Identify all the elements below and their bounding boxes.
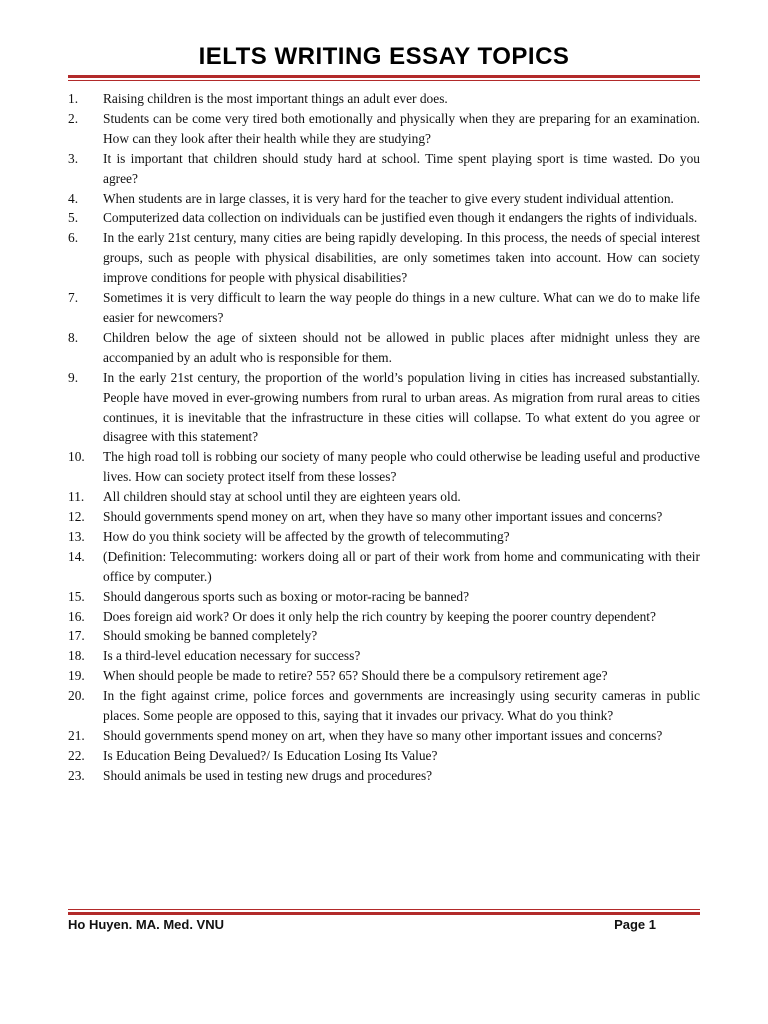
topic-text: Should dangerous sports such as boxing or motor-racing be banned? <box>103 588 470 604</box>
topic-number: 10. <box>68 449 85 465</box>
topic-item <box>68 189 700 209</box>
topic-text: When students are in large classes, it is very hard for the teacher to give every student individual attention. <box>103 190 674 206</box>
topic-item <box>68 368 700 448</box>
topic-item <box>68 109 700 149</box>
topic-text: How do you think society will be affected by the growth of telecommuting? <box>103 528 510 544</box>
topic-number: 11. <box>68 489 85 505</box>
topic-text: Does foreign aid work? Or does it only help the rich country by keeping the poorer country dependent? <box>103 608 656 624</box>
document-title: IELTS WRITING ESSAY TOPICS <box>198 43 570 70</box>
topic-item <box>68 726 700 746</box>
topic-text: In the early 21st century, many cities are being rapidly developing. In this process, the needs of special interest groups, such as people with physical disabilities, are only sometimes taken into account. How can society improve conditions for people with physical disabilities? <box>103 230 700 286</box>
topic-item <box>68 149 700 189</box>
topic-item <box>68 507 700 527</box>
topic-item <box>68 288 700 328</box>
page-footer <box>68 917 656 933</box>
topic-item <box>68 228 700 288</box>
topic-text: All children should stay at school until they are eighteen years old. <box>103 489 461 505</box>
topic-item <box>68 328 700 368</box>
topic-item <box>68 607 700 627</box>
topic-text: Is a third-level education necessary for success? <box>103 648 361 664</box>
topic-number: 4. <box>68 190 79 206</box>
topic-text: The high road toll is robbing our society of many people who could otherwise be leading useful and productive lives. How can society protect itself from these losses? <box>103 449 700 485</box>
topic-item <box>68 666 700 686</box>
topic-text: In the fight against crime, police forces and governments are increasingly using security cameras in public places. Some people are opposed to this, saying that it invades our privacy. What do you think? <box>103 688 700 724</box>
topic-item <box>68 766 700 786</box>
topic-number: 3. <box>68 150 79 166</box>
footer-divider <box>68 909 700 915</box>
topic-number: 2. <box>68 110 79 126</box>
topic-number: 21. <box>68 728 85 743</box>
topic-number: 16. <box>68 608 85 624</box>
topic-text: When should people be made to retire? 55? 65? Should there be a compulsory retirement age? <box>103 668 608 684</box>
topic-item <box>68 447 700 487</box>
topic-list <box>68 89 700 786</box>
footer-page-number: Page 1 <box>614 917 656 932</box>
topic-number: 1. <box>68 91 79 106</box>
topic-number: 7. <box>68 290 79 306</box>
topic-number: 22. <box>68 747 85 763</box>
topic-text: In the early 21st century, the proportion of the world’s population living in cities has increased substantially. People have moved in ever-growing numbers from rural to urban areas. As migration from rural areas to cities continues, it is inevitable that the infrastructure in these cities will collapse. To what extent do you agree or disagree with this statement? <box>103 369 700 445</box>
topic-item <box>68 208 700 228</box>
topic-text: Students can be come very tired both emotionally and physically when they are preparing for an examination. How can they look after their health while they are studying? <box>103 110 700 146</box>
topic-text: Should governments spend money on art, when they have so many other important issues and concerns? <box>103 509 663 525</box>
topic-item <box>68 527 700 547</box>
topic-text: Should smoking be banned completely? <box>103 628 318 644</box>
topic-item <box>68 646 700 666</box>
topic-number: 12. <box>68 509 85 525</box>
topic-number: 14. <box>68 548 85 564</box>
topic-number: 6. <box>68 230 79 246</box>
topic-item <box>68 587 700 607</box>
topic-number: 13. <box>68 528 85 544</box>
topic-text: Should governments spend money on art, when they have so many other important issues and concerns? <box>103 728 663 743</box>
topic-item <box>68 686 700 726</box>
topic-text: Should animals be used in testing new drugs and procedures? <box>103 767 433 783</box>
topic-number: 17. <box>68 628 85 644</box>
topic-number: 5. <box>68 210 79 226</box>
topic-item <box>68 89 700 109</box>
topic-text: It is important that children should study hard at school. Time spent playing sport is time wasted. Do you agree? <box>103 150 700 186</box>
topic-item <box>68 487 700 507</box>
topic-number: 9. <box>68 369 79 385</box>
topic-number: 15. <box>68 588 85 604</box>
topic-number: 8. <box>68 329 79 345</box>
topic-text: Children below the age of sixteen should not be allowed in public places after midnight unless they are accompanied by an adult who is responsible for them. <box>103 329 700 365</box>
topic-number: 20. <box>68 688 85 704</box>
footer-author: Ho Huyen. MA. Med. VNU <box>68 917 225 932</box>
header-divider <box>68 75 700 81</box>
topic-number: 18. <box>68 648 85 664</box>
topic-text: Raising children is the most important things an adult ever does. <box>103 91 448 106</box>
topic-number: 23. <box>68 767 85 783</box>
topic-item <box>68 746 700 766</box>
topic-number: 19. <box>68 668 85 684</box>
topic-text: Is Education Being Devalued?/ Is Education Losing Its Value? <box>103 747 438 763</box>
topic-item <box>68 626 700 646</box>
topic-text: Sometimes it is very difficult to learn the way people do things in a new culture. What can we do to make life easier for newcomers? <box>103 290 700 325</box>
topic-item <box>68 547 700 587</box>
topic-text: (Definition: Telecommuting: workers doing all or part of their work from home and communicating with their office by computer.) <box>103 548 700 584</box>
topic-text: Computerized data collection on individuals can be justified even though it endangers the rights of individuals. <box>103 210 698 226</box>
